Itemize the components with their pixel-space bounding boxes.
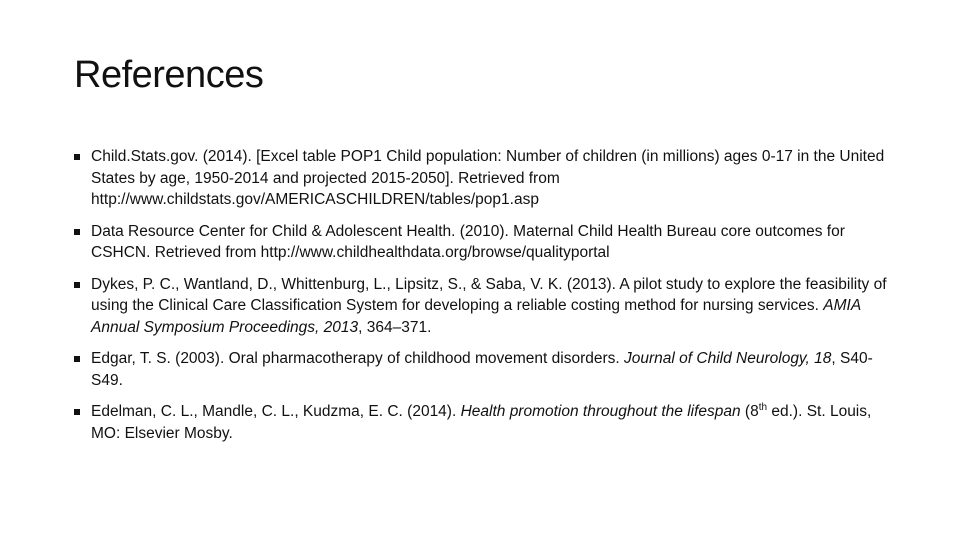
reference-text: Edgar, T. S. (2003). Oral pharmacotherapy of childhood movement disorders.	[91, 350, 625, 367]
reference-text-end: , S40-S49.	[91, 350, 873, 389]
square-bullet-icon	[74, 229, 80, 235]
square-bullet-icon	[74, 154, 80, 160]
reference-item	[74, 348, 894, 391]
reference-text: Edelman, C. L., Mandle, C. L., Kudzma, E. C. (2014).	[91, 403, 461, 420]
ordinal-suffix: th	[758, 401, 768, 413]
reference-text: Data Resource Center for Child & Adolescent Health. (2010). Maternal Child Health Bureau core outcomes for CSHCN. Retrieved from http://www.childhealthdata.org/browse/qualityportal	[91, 222, 845, 261]
reference-source-italic: Health promotion throughout the lifespan	[460, 403, 741, 420]
reference-text-mid: (8	[740, 403, 759, 420]
page-title: References	[74, 54, 264, 96]
reference-text: Child.Stats.gov. (2014). [Excel table POP1 Child population: Number of children (in millions) ages 0-17 in the United States by age, 1950-2014 and projected 2015-2050]. Retrieved from http://www.childstats.gov/AMERICASCHILDREN/tables/pop1.asp	[91, 148, 885, 208]
reference-item	[74, 146, 894, 211]
reference-text-end: , 364–371.	[358, 318, 432, 336]
square-bullet-icon	[74, 282, 80, 288]
reference-list	[74, 146, 894, 454]
square-bullet-icon	[74, 356, 80, 362]
reference-text-end: ed.). St. Louis, MO: Elsevier Mosby.	[91, 403, 872, 442]
square-bullet-icon	[74, 409, 80, 415]
reference-item	[74, 401, 894, 444]
reference-item	[74, 221, 894, 264]
reference-source-italic: AMIA Annual Symposium Proceedings, 2013	[91, 297, 861, 336]
reference-item	[74, 274, 894, 339]
reference-text: Dykes, P. C., Wantland, D., Whittenburg, L., Lipsitz, S., & Saba, V. K. (2013). A pilot study to explore the feasibility of using the Clinical Care Classification System for developing a reliable costing method for nursing services.	[91, 275, 887, 314]
reference-source-italic: Journal of Child Neurology, 18	[624, 350, 832, 367]
